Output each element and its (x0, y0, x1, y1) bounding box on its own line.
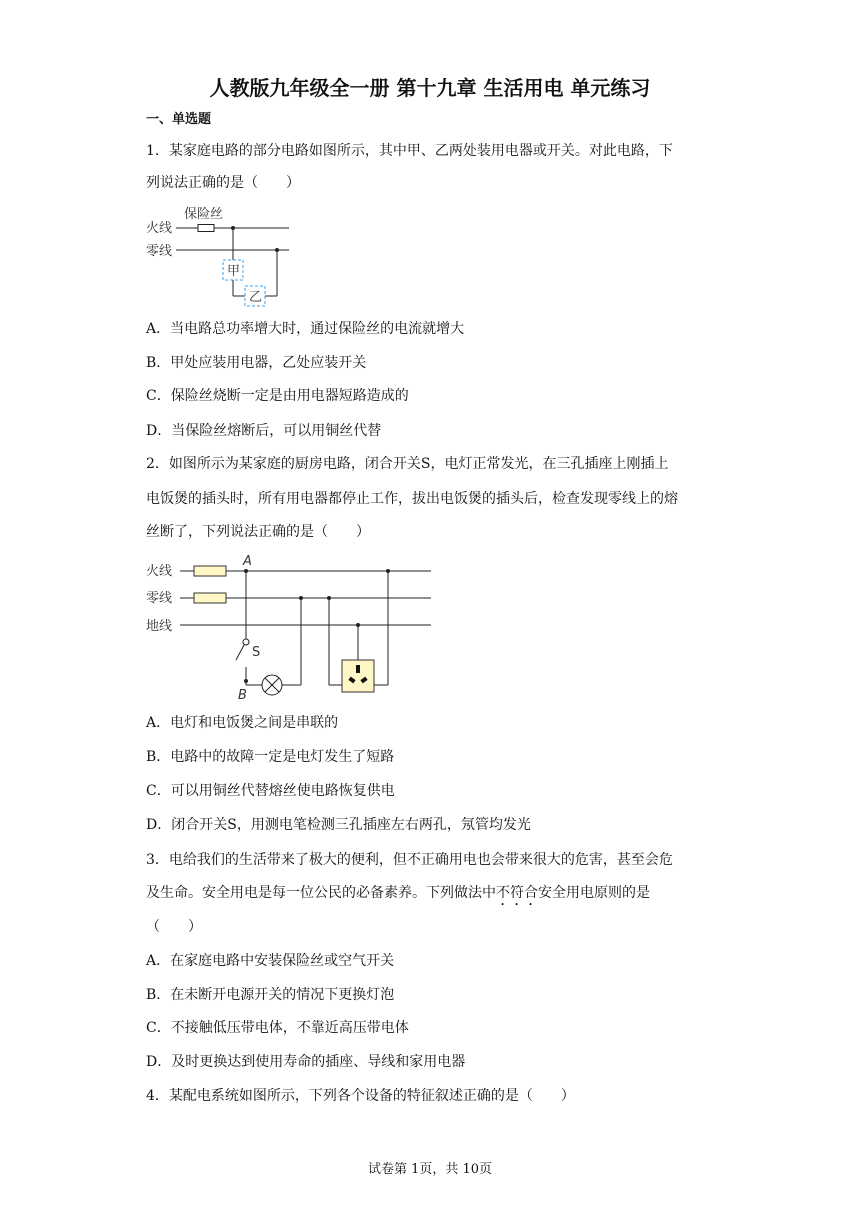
page-footer: 试卷第 1页，共 10页 (367, 1162, 493, 1177)
q3-option-c: C．不接触低压带电体，不靠近高压带电体 (146, 1020, 409, 1036)
socket-symbol (342, 660, 374, 692)
q2-option-a: A．电灯和电饭煲之间是串联的 (146, 715, 339, 731)
ground-wire-label: 地线 (146, 619, 173, 634)
q3-stem-line3: （ ） (146, 919, 202, 935)
q1-option-b: B．甲处应装用电器，乙处应装开关 (146, 355, 367, 371)
q2-option-d: D．闭合开关S，用测电笔检测三孔插座左右两孔，氖管均发光 (146, 817, 531, 833)
q1-stem-line2: 列说法正确的是（ ） (146, 175, 300, 191)
q2-stem-line2: 电饭煲的插头时，所有用电器都停止工作，拔出电饭煲的插头后，检查发现零线上的熔 (146, 491, 678, 507)
emphasis-not-comply: 不符合 (496, 885, 538, 901)
q1-circuit-diagram (146, 200, 296, 310)
fuse-label: 保险丝 (184, 207, 224, 222)
q2-circuit-diagram (146, 553, 436, 703)
node-b-label: B (238, 688, 247, 703)
slot-jia-label: 甲 (227, 264, 241, 279)
fire-wire-label: 火线 (146, 221, 173, 236)
q1-stem-line1: 1．某家庭电路的部分电路如图所示，其中甲、乙两处装用电器或开关。对此电路，下 (146, 143, 673, 159)
q1-option-c: C．保险丝烧断一定是由用电器短路造成的 (146, 388, 409, 404)
neutral-wire-label: 零线 (146, 591, 173, 606)
q2-stem-line3: 丝断了，下列说法正确的是（ ） (146, 524, 370, 540)
fuse-neutral (194, 593, 226, 603)
q2-option-c: C．可以用铜丝代替熔丝使电路恢复供电 (146, 783, 395, 799)
section-heading: 一、单选题 (146, 112, 212, 127)
q1-option-d: D．当保险丝熔断后，可以用铜丝代替 (146, 423, 382, 439)
fire-wire-label: 火线 (146, 564, 173, 579)
q3-stem-line1: 3．电给我们的生活带来了极大的便利，但不正确用电也会带来很大的危害，甚至会危 (146, 852, 673, 868)
q1-option-a: A．当电路总功率增大时，通过保险丝的电流就增大 (146, 321, 465, 337)
q3-option-a: A．在家庭电路中安装保险丝或空气开关 (146, 953, 395, 969)
q4-stem-line1: 4．某配电系统如图所示，下列各个设备的特征叙述正确的是（ ） (146, 1088, 575, 1104)
fuse-fire (194, 566, 226, 576)
neutral-wire-label: 零线 (146, 244, 173, 259)
q2-stem-line1: 2．如图所示为某家庭的厨房电路，闭合开关S，电灯正常发光，在三孔插座上刚插上 (146, 456, 669, 472)
q2-option-b: B．电路中的故障一定是电灯发生了短路 (146, 749, 395, 765)
q3-stem-line2: 及生命。安全用电是每一位公民的必备素养。下列做法中不符合安全用电原则的是 (146, 885, 650, 901)
switch-s (236, 645, 244, 660)
q3-option-b: B．在未断开电源开关的情况下更换灯泡 (146, 987, 395, 1003)
node-a-label: A (243, 554, 252, 569)
slot-yi-label: 乙 (249, 290, 263, 305)
page-title: 人教版九年级全一册 第十九章 生活用电 单元练习 (209, 76, 651, 100)
switch-label: S (252, 645, 261, 660)
q3-option-d: D．及时更换达到使用寿命的插座、导线和家用电器 (146, 1054, 466, 1070)
fuse-symbol (198, 225, 214, 232)
